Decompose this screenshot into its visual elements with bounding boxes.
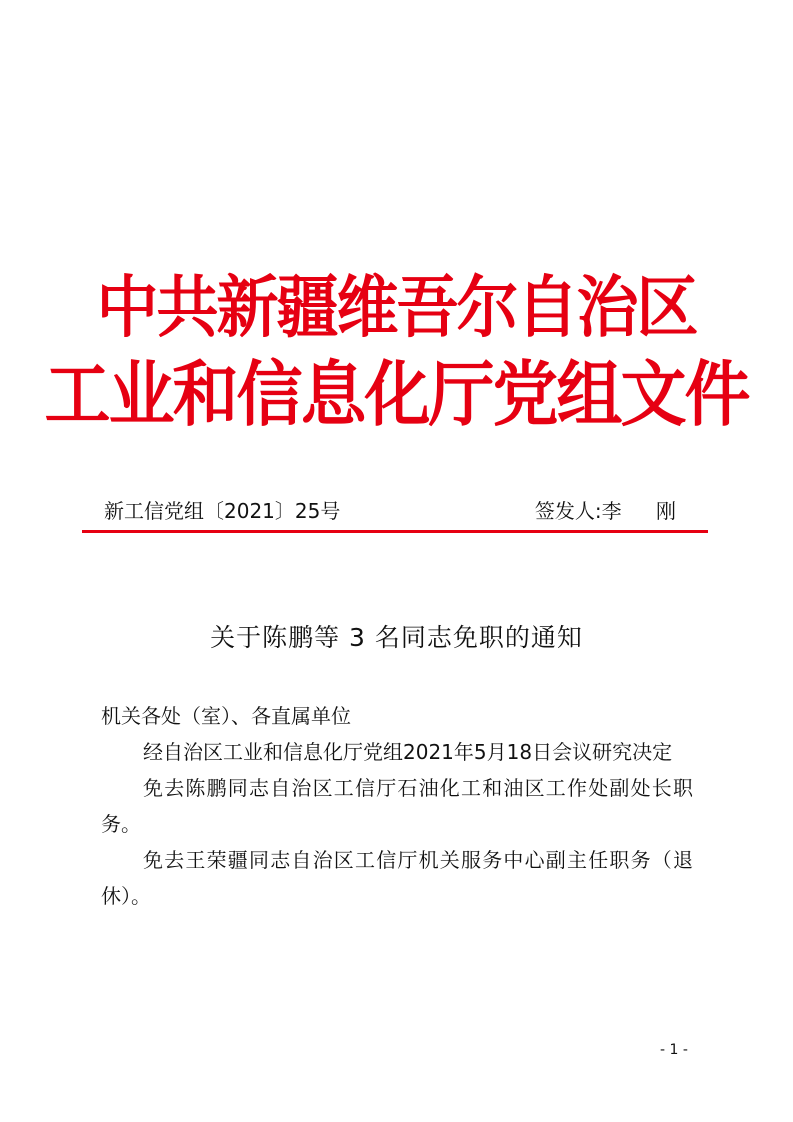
signer — [535, 496, 690, 526]
document-info-line — [104, 496, 690, 526]
page-number: - 1 - — [660, 1042, 688, 1058]
salutation: 机关各处（室）、各直属单位 — [101, 704, 351, 728]
masthead-line-2: 工业和信息化厅党组文件 — [44, 351, 749, 437]
red-separator-line — [82, 530, 708, 533]
signer-label: 签发人: — [534, 499, 602, 523]
body-paragraph-2: 免去陈鹏同志自治区工信厅石油化工和油区工作处副处长职务。 — [101, 776, 693, 836]
document-number: 新工信党组〔2021〕25号 — [104, 499, 341, 523]
notice-title: 关于陈鹏等 3 名同志免职的通知 — [210, 623, 583, 652]
signer-name: 李 刚 — [601, 499, 690, 523]
notice-body — [101, 698, 693, 914]
body-paragraph-1: 经自治区工业和信息化厅党组2021年5月18日会议研究决定 — [143, 740, 673, 764]
masthead-line-1: 中共新疆维吾尔自治区 — [96, 268, 697, 347]
body-paragraph-3: 免去王荣疆同志自治区工信厅机关服务中心副主任职务（退休）。 — [101, 848, 693, 908]
